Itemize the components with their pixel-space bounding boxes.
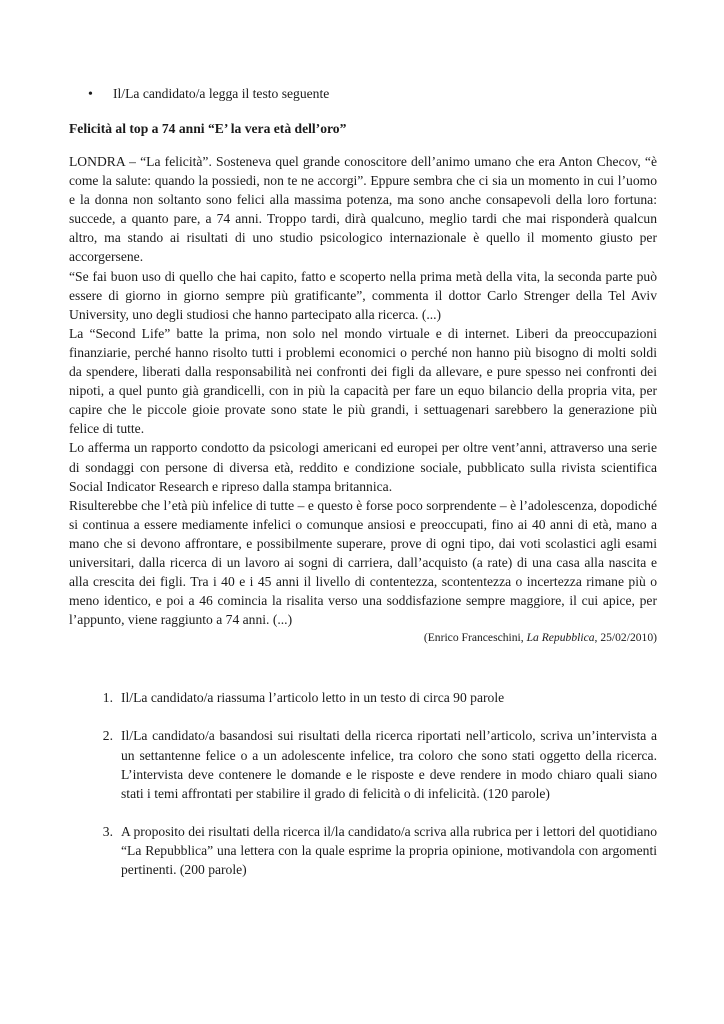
citation-source: La Repubblica [526, 631, 595, 645]
article-paragraph: La “Second Life” batte la prima, non solo nel mondo virtuale e di internet. Liberi da preoccupazioni finanziarie, perché hanno risolto tutti i problemi economici o perché non hanno più bisogno di molti soldi da spendere, liberati dalla responsabilità nei confronti dei figli da allevare, e pure spesso nei confronti dei nipoti, a quel punto già grandicelli, con in più la capacità per fare un equo bilancio della propria vita, per capire che le piccole gioie provate sono state le più grandi, i settuagenari sarebbero la generazione più felice di tutte. [69, 325, 657, 437]
document-page [69, 84, 657, 898]
article-paragraph: Risulterebbe che l’età più infelice di tutte – e questo è forse poco sorprendente – è l’adolescenza, dopodiché si continua a essere mediamente infelici o comunque ansiosi e preoccupati, fino ai 40 anni di età, mano a mano che si devono affrontare, e possibilmente superare, prove di ogni tipo, dai voti scolastici agli esami universitari, dalla ricerca di un lavoro ai sogni di carriera, dall’acquisto (a rate) di una casa alla nascita e alla crescita dei figli. Tra i 40 e i 45 anni il livello di contentezza, scontentezza o incertezza rimane più o meno identico, e poi a 46 comincia la risalita verso una soddisfazione sempre maggiore, il cui apice, per l’appunto, viene raggiunto a 74 anni. (...) [69, 497, 657, 628]
citation-author: (Enrico Franceschini, [423, 631, 527, 645]
article-title: Felicità al top a 74 anni “E’ la vera età dell’oro” [69, 121, 347, 136]
task-item [69, 822, 657, 879]
article-paragraph: Lo afferma un rapporto condotto da psicologi americani ed europei per oltre vent’anni, attraverso una serie di sondaggi con persone di diversa età, reddito e condizione sociale, pubblicato sulla rivista scientifica Social Indicator Research e ripreso dalla stampa britannica. [69, 440, 657, 494]
task-text: A proposito dei risultati della ricerca il/la candidato/a scriva alla rubrica per i lettori del quotidiano “La Repubblica” una lettera con la quale esprime la propria opinione, motivandola con argomenti pertinenti. (200 parole) [121, 823, 657, 877]
article-body [69, 152, 657, 629]
bullet-marker: • [88, 87, 93, 102]
task-number: 1. [102, 690, 113, 706]
task-number: 2. [102, 728, 113, 744]
article-paragraph: LONDRA – “La felicità”. Sosteneva quel grande conoscitore dell’animo umano che era Anton Checov, “è come la salute: quando la possiedi, non te ne accorgi”. Eppure sembra che ci sia un momento in cui l’uomo e la donna non soltanto sono felici alla massima potenza, ma sono anche consapevoli della loro fortuna: succede, a quanto pare, a 74 anni. Troppo tardi, dirà qualcuno, meglio tardi che mai risponderà qualcun altro, ma stando ai risultati di uno studio psicologico internazionale è quello il momento giusto per accorgersene. [69, 154, 657, 265]
article-citation [69, 630, 657, 645]
task-text: Il/La candidato/a riassuma l’articolo letto in un testo di circa 90 parole [121, 690, 505, 706]
task-item [69, 726, 657, 802]
task-number: 3. [102, 823, 113, 839]
intro-instruction [88, 84, 657, 104]
intro-text: Il/La candidato/a legga il testo seguente [113, 86, 330, 101]
task-list [69, 688, 657, 879]
citation-date: , 25/02/2010) [594, 631, 657, 645]
task-text: Il/La candidato/a basandosi sui risultati della ricerca riportati nell’articolo, scriva un’intervista a un settantenne felice o a un adolescente infelice, tra coloro che sono stati oggetto della ricerca. L’intervista deve contenere le domande e le risposte e deve rendere in modo chiaro quali siano stati i temi affrontati per stabilire il grado di felicità o di infelicità. (120 parole) [121, 728, 657, 801]
article-paragraph: “Se fai buon uso di quello che hai capito, fatto e scoperto nella prima metà della vita, la seconda parte può essere di giorno in giorno sempre più gratificante”, commenta il dottor Carlo Strenger della Tel Aviv University, uno degli studiosi che hanno partecipato alla ricerca. (...) [69, 268, 657, 322]
task-item [69, 688, 657, 707]
